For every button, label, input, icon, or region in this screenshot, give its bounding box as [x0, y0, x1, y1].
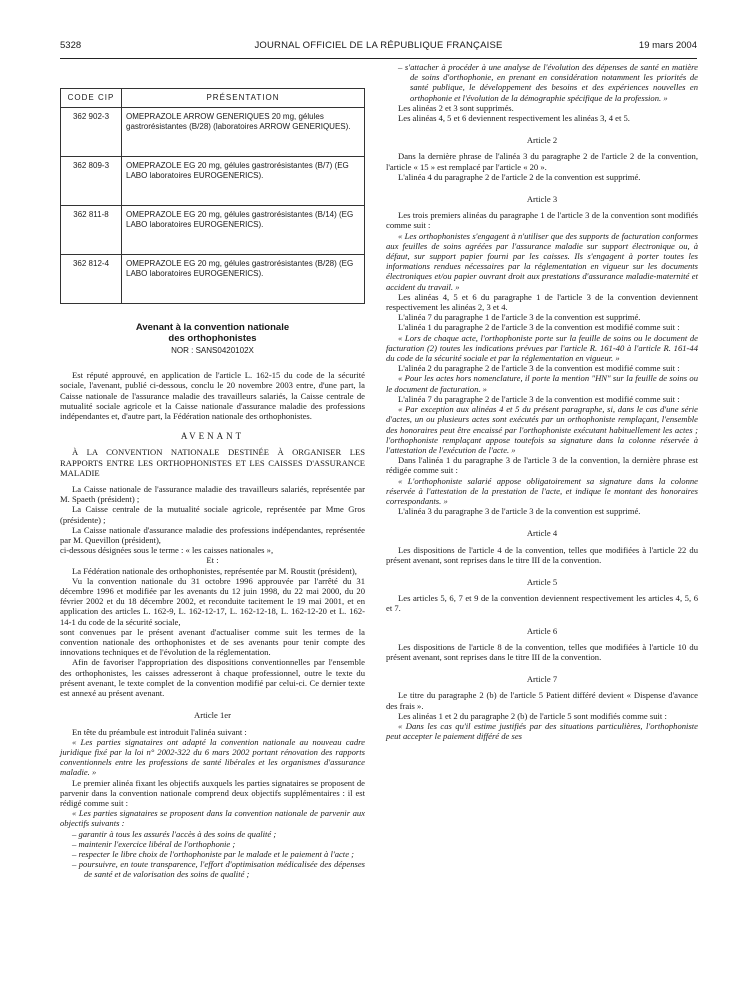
cip-table [60, 88, 365, 304]
journal-title: JOURNAL OFFICIEL DE LA RÉPUBLIQUE FRANÇAISE [254, 40, 503, 51]
table-row [61, 206, 365, 255]
quote: « Pour les actes hors nomenclature, il porte la mention "HN" sur la feuille de soins ou le document de facturation. » [386, 373, 698, 394]
quote: « Les orthophonistes s'engagent à n'utiliser que des supports de facturation conformes aux feuilles de soins agréées par l'assurance maladie sur support électronique ou, à défaut, sur support papier fourni par les caisses. Ils s'engagent à porter toutes les informations rendues nécessaires par la réglementation en vigueur sur les documents électroniques et/ou papier ouvrant droit aux prestations d'assurance maladie-maternité et accident du travail. » [386, 230, 698, 292]
paragraph: L'alinéa 3 du paragraphe 3 de l'article 3 de la convention est supprimé. [398, 506, 641, 517]
list-item: – respecter le libre choix de l'orthophoniste par le malade et le paiement à l'acte ; [72, 848, 355, 859]
presentation-text: OMEPRAZOLE EG 20 mg, gélules gastrorésistantes (B/7) (EG LABO laboratoires EUROGENERICS). [122, 157, 365, 206]
header-rule [60, 58, 697, 59]
paragraph: Afin de favoriser l'appropriation des dispositions conventionnelles par l'ensemble des orthophonistes, les caisses adresseront à chaque professionnel, outre le texte du présent avenant, le texte complet de la convention modifié par celui-ci. Ce dernier texte est annexé au présent avenant. [60, 657, 365, 699]
list-item: – maintenir l'exercice libéral de l'orthophonie ; [72, 838, 236, 849]
cip-code: 362 809-3 [61, 157, 122, 206]
paragraph: Les alinéas 4, 5 et 6 du paragraphe 1 de l'article 3 de la convention deviennent respectivement les alinéas 2, 3 et 4. [386, 291, 698, 313]
paragraph: L'alinéa 7 du paragraphe 2 de l'article 3 de la convention est modifié comme suit : [398, 393, 680, 404]
article-heading: Article 2 [526, 135, 558, 146]
paragraph: La Caisse centrale de la mutualité sociale agricole, représentée par Mme Gros (présidente) ; [60, 504, 365, 525]
article-heading: Article 7 [526, 674, 558, 685]
cip-code: 362 812-4 [61, 255, 122, 304]
paragraph: En tête du préambule est introduit l'alinéa suivant : [72, 726, 247, 737]
et-label: Et : [206, 555, 219, 566]
section-title: Avenant à la convention nationale des orthophonistes [135, 322, 290, 344]
paragraph: Les alinéas 1 et 2 du paragraphe 2 (b) de l'article 5 sont modifiés comme suit : [398, 710, 667, 721]
table-row [61, 108, 365, 157]
paragraph: Les dispositions de l'article 4 de la convention, telles que modifiées à l'article 22 du présent avenant, sont reprises dans le titre III de la convention. [386, 544, 698, 565]
right-column [386, 62, 698, 741]
list-item: – s'attacher à procéder à une analyse de l'évolution des dépenses de santé en matière de soins d'orthophonie, en prenant en considération notamment les priorités de santé publique, le développement des besoins et des expériences nouvelles en orthophonie et l'évolution de la démographie spécifique de la profession. » [398, 62, 698, 103]
paragraph: Les alinéas 2 et 3 sont supprimés. [398, 102, 514, 113]
quote: « Par exception aux alinéas 4 et 5 du présent paragraphe, si, dans le cas d'une série d'actes, un ou plusieurs actes sont exécutés par un orthophoniste remplaçant, l'ensemble des honoraires peut être encaissé par l'orthophoniste exécutant habituellement les actes ; l'orthophoniste remplaçant appose toutefois sa signature dans la colonne réservée à l'attestation de l'exécution de l'acte. » [386, 404, 698, 455]
paragraph: Les articles 5, 6, 7 et 9 de la convention deviennent respectivement les articles 4, 5, 6 et 7. [386, 593, 698, 614]
paragraph: L'alinéa 2 du paragraphe 2 de l'article 3 de la convention est modifié comme suit : [398, 363, 680, 374]
paragraph: L'alinéa 7 du paragraphe 1 de l'article 3 de la convention est supprimé. [398, 312, 641, 323]
paragraph: sont convenues par le présent avenant d'actualiser comme suit les termes de la convention nationale des orthophonistes et de ses avenants pour tenir compte des innovations techniques et de l'évolution de la réglementation. [60, 626, 365, 658]
presentation-text: OMEPRAZOLE ARROW GENERIQUES 20 mg, gélules gastrorésistantes (B/28) (laboratoires ARROW GENERIQUES). [122, 108, 365, 157]
paragraph: Les dispositions de l'article 8 de la convention, telles que modifiées à l'article 10 du présent avenant, sont reprises dans le titre III de la convention. [386, 641, 698, 662]
quote: « Dans les cas qu'il estime justifiés par des situations particulières, l'orthophoniste peut accepter le paiement différé de ses [386, 720, 698, 742]
paragraph: La Caisse nationale d'assurance maladie des professions indépendantes, représentée par M. Quevillon (président), [60, 524, 365, 546]
paragraph: ci-dessous désignées sous le terme : « les caisses nationales », [60, 545, 274, 556]
presentation-text: OMEPRAZOLE EG 20 mg, gélules gastrorésistantes (B/14) (EG LABO laboratoires EUROGENERICS). [122, 206, 365, 255]
article-heading: Article 6 [526, 625, 558, 636]
table-header-code: CODE CIP [61, 89, 122, 108]
list-item: – garantir à tous les assurés l'accès à des soins de qualité ; [72, 828, 277, 839]
quote: « Les parties signataires ont adapté la convention nationale au nouveau cadre juridique fixé par la loi n° 2002-322 du 6 mars 2002 portant rénovation des rapports conventionnels entre les professions de santé libérales et les organismes d'assurance maladie. » [60, 736, 365, 778]
left-column [60, 88, 365, 880]
page-number: 5328 [60, 40, 82, 51]
list-item: – poursuivre, en toute transparence, l'effort d'optimisation médicalisée des dépenses de santé et de valorisation des soins de qualité ; [72, 859, 365, 880]
intro-paragraph: Est réputé approuvé, en application de l'article L. 162-15 du code de la sécurité sociale, l'avenant, publié ci-dessous, conclu le 20 novembre 2003 entre, d'une part, la Caisse nationale de l'assurance maladie des travailleurs salariés, la Caisse centrale de mutualité sociale agricole et la Caisse nationale d'assurance maladie des professions indépendantes et, d'autre part, la Fédération nationale des orthophonistes. [60, 370, 365, 422]
table-header-presentation: PRÉSENTATION [122, 89, 365, 108]
page-header [60, 40, 697, 56]
avenant-heading: AVENANT [180, 431, 245, 442]
table-row [61, 255, 365, 304]
paragraph: Dans la dernière phrase de l'alinéa 3 du paragraphe 2 de l'article 2 de la convention, l'article « 15 » est remplacé par l'article « 20 ». [386, 151, 698, 172]
paragraph: Dans l'alinéa 1 du paragraphe 3 de l'article 3 de la convention, la dernière phrase est rédigée comme suit : [386, 455, 698, 476]
quote: « Lors de chaque acte, l'orthophoniste porte sur la feuille de soins ou le document de facturation (2) toutes les indications prévues par l'article R. 161-40 à l'article R. 161-44 du code de la sécurité sociale et par la réglementation en vigueur. » [386, 332, 698, 364]
paragraph: Le titre du paragraphe 2 (b) de l'article 5 Patient différé devient « Dispense d'avance des frais ». [386, 690, 698, 711]
paragraph: L'alinéa 1 du paragraphe 2 de l'article 3 de la convention est modifié comme suit : [398, 322, 680, 333]
nor-reference: NOR : SANS0420102X [171, 346, 254, 355]
paragraph: Vu la convention nationale du 31 octobre 1996 approuvée par l'arrêté du 31 décembre 1996 et modifiée par les avenants du 12 juin 1998, du 22 mai 2000, du 20 février 2002 et du 18 décembre 2002, et reconduite tacitement le 19 mai 2001, et en application des articles L. 162-9, L. 162-12-17, L. 162-12-18, L. 162-12-20 et L. 162-14-1 du code de la sécurité sociale, [60, 575, 365, 627]
cip-code: 362 902-3 [61, 108, 122, 157]
issue-date: 19 mars 2004 [638, 40, 697, 51]
table-row [61, 157, 365, 206]
paragraph: Le premier alinéa fixant les objectifs auxquels les parties signataires se proposent de parvenir dans la convention nationale comprend deux objectifs supplémentaires : il est rédigé comme suit : [60, 777, 365, 808]
article-heading: Article 1er [194, 710, 231, 721]
paragraph: L'alinéa 4 du paragraphe 2 de l'article 2 de la convention est supprimé. [398, 171, 641, 182]
article-heading: Article 3 [526, 194, 558, 205]
paragraph: Les trois premiers alinéas du paragraphe 1 de l'article 3 de la convention sont modifiés comme suit : [386, 210, 698, 231]
paragraph: Les alinéas 4, 5 et 6 deviennent respectivement les alinéas 3, 4 et 5. [398, 113, 630, 124]
presentation-text: OMEPRAZOLE EG 20 mg, gélules gastrorésistantes (B/28) (EG LABO laboratoires EUROGENERICS). [122, 255, 365, 304]
convention-heading: À LA CONVENTION NATIONALE DESTINÉE À ORGANISER LES RAPPORTS ENTRE LES ORTHOPHONISTES ET LES CAISSES D'ASSURANCE MALADIE [60, 447, 365, 478]
paragraph: La Caisse nationale de l'assurance maladie des travailleurs salariés, représentée par M. Spaeth (président) ; [60, 484, 365, 505]
article-heading: Article 5 [526, 576, 558, 587]
article-heading: Article 4 [526, 528, 558, 539]
paragraph: La Fédération nationale des orthophonistes, représentée par M. Roustit (président), [72, 565, 357, 576]
cip-code: 362 811-8 [61, 206, 122, 255]
quote: « Les parties signataires se proposent dans la convention nationale de parvenir aux objectifs suivants : [60, 808, 365, 829]
quote: « L'orthophoniste salarié appose obligatoirement sa signature dans la colonne réservée à l'attestation de la prestation de l'acte, et indique le montant des honoraires correspondants. » [386, 475, 698, 506]
